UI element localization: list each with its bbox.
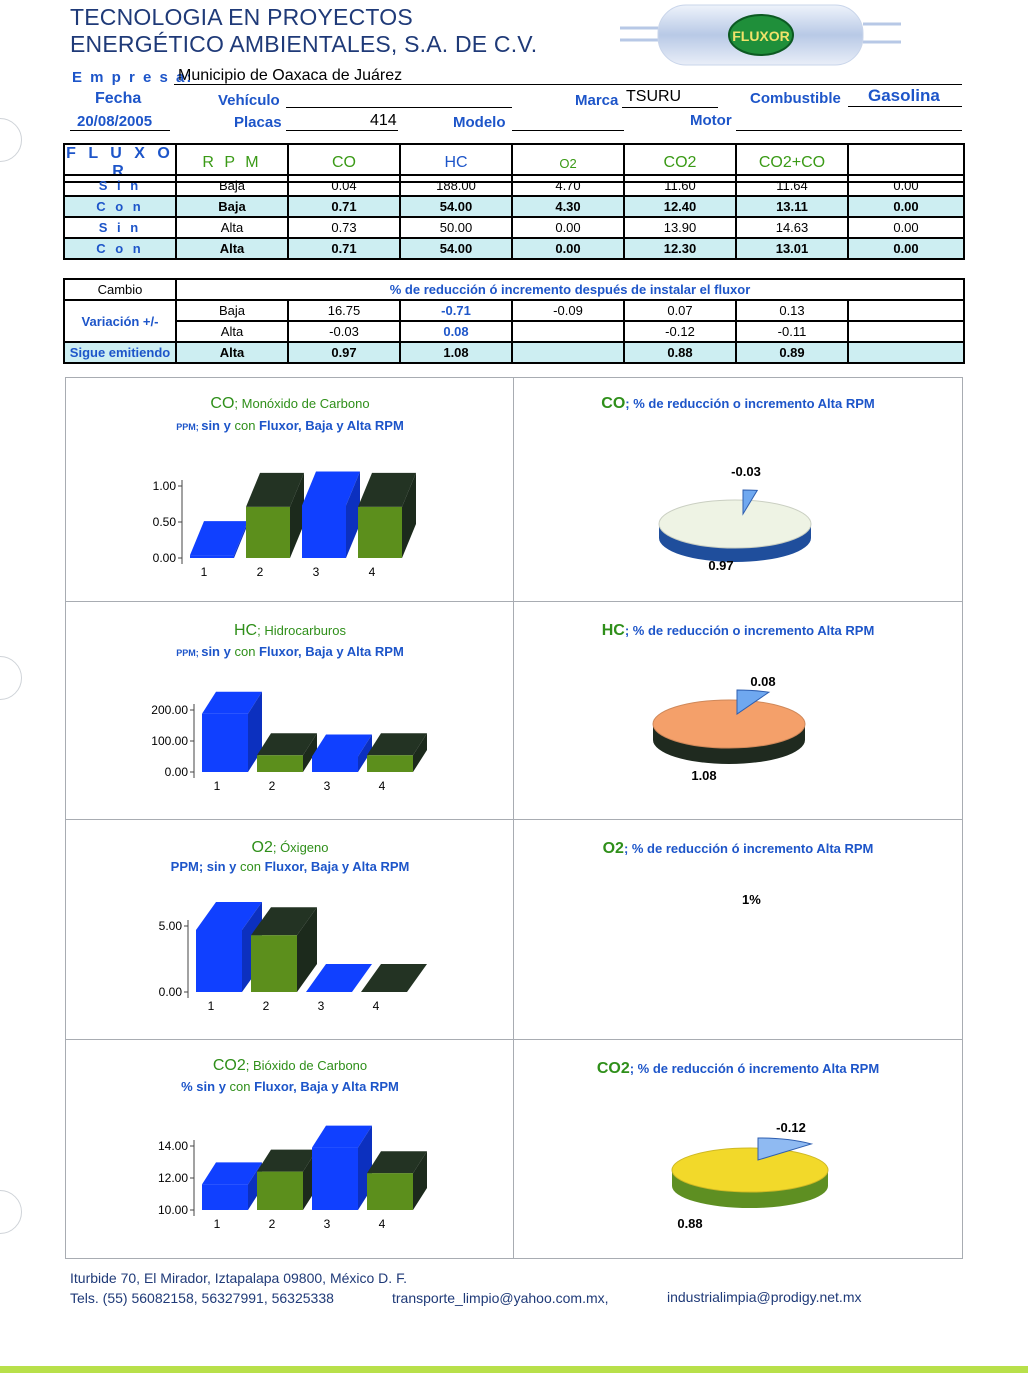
chart-title-rest: ; Monóxido de Carbono [234,396,370,411]
bar-front [202,1184,248,1210]
chart-subtitle-sin: sin y [206,859,241,874]
x-tick-label: 4 [372,999,380,1013]
binder-hole [0,1190,22,1234]
cell: 0.07 [624,300,736,321]
placas-value: 414 [370,112,397,129]
marca-underline [622,107,718,108]
pie-label: 0.97 [708,558,734,573]
bar-4 [367,1151,427,1210]
y-tick-label: 5.00 [158,919,182,933]
cell: -0.03 [288,321,400,342]
bar-3 [312,1126,372,1210]
footer-email-2: industrialimpia@prodigy.net.mx [667,1289,862,1305]
combustible-label: Combustible [750,90,841,107]
x-tick-label: 1 [213,1217,221,1231]
row-label: S i n [64,175,176,196]
bar-front [312,757,358,773]
x-tick-label: 4 [378,779,386,793]
bar-front [367,1173,413,1210]
variacion-label: Variación +/- [64,300,176,342]
table-row [64,196,964,217]
chart-title-rest: ; Hidrocarburos [257,623,346,638]
bar-front [312,1148,358,1210]
chart-subtitle-con: con [240,859,261,874]
bar-top [306,964,372,992]
row-label: C o n [64,238,176,259]
header-co: CO [288,144,400,182]
cell: 0.00 [848,196,964,217]
x-tick-label: 1 [213,779,221,793]
bar-front [257,1172,303,1210]
chart-subtitle-unit: % [181,1079,197,1094]
chart-subtitle-unit: PPM; [176,422,202,432]
bar-front [246,507,290,558]
logo-text: FLUXOR [732,28,790,44]
chart-title-gas: O2 [602,840,624,857]
cell: -0.12 [624,321,736,342]
empresa-value: Municipio de Oaxaca de Juárez [178,67,403,84]
chart-title-gas: CO2 [212,1057,246,1074]
empresa-underline [174,84,962,85]
modelo-underline [512,130,624,131]
table-row [64,300,964,321]
header-co2: CO2 [624,144,736,182]
cell [848,342,964,363]
marca-label: Marca [575,92,619,109]
cell: -0.11 [736,321,848,342]
x-tick-label: 3 [312,565,320,579]
fluxor-logo [618,2,903,70]
chart-subtitle-rest: Fluxor, Baja y Alta RPM [255,644,404,659]
pie-label: 0.88 [677,1216,703,1231]
x-tick-label: 4 [378,1217,386,1231]
pie-label: 0.08 [750,674,776,689]
hc-bar-panel [65,601,515,821]
bar-front [302,505,346,558]
cell: 0.71 [288,238,400,259]
x-tick-label: 2 [262,999,270,1013]
y-tick-label: 0.00 [158,985,182,999]
cell: 50.00 [400,217,512,238]
cell: Alta [176,217,288,238]
chart-title-gas: HC [601,622,625,639]
cell: 54.00 [400,196,512,217]
pie-slice-main [659,500,811,548]
footer-email-1: transporte_limpio@yahoo.com.mx, [392,1290,609,1306]
co2-pie-panel [513,1039,963,1259]
combustible-value: Gasolina [868,86,940,105]
co-bar-panel [65,377,515,603]
sigue-label: Sigue emitiendo [64,342,176,363]
row-label: S i n [64,217,176,238]
cell: Baja [176,175,288,196]
x-tick-label: 1 [200,565,208,579]
cambio-label: Cambio [64,279,176,300]
placas-underline [286,130,398,131]
y-tick-label: 10.00 [157,1203,188,1217]
pie-label: 1.08 [691,768,717,783]
cell: 0.00 [512,238,624,259]
company-name-line2: ENERGÉTICO AMBIENTALES, S.A. DE C.V. [70,31,538,57]
fecha-label: Fecha [95,90,142,107]
chart-title-rest: ; % de reducción ó incremento Alta RPM [623,841,874,856]
cell: Alta [176,321,288,342]
y-tick-label: 0.00 [152,551,176,565]
x-tick-label: 4 [368,565,376,579]
table-row [64,321,964,342]
chart-title-gas: O2 [251,839,273,856]
x-tick-label: 3 [323,779,331,793]
cell: -0.71 [400,300,512,321]
o2-pie-panel [513,819,963,1041]
table-row [64,238,964,259]
cell: 11.60 [624,175,736,196]
bar-front [196,930,242,992]
y-tick-label: 0.00 [164,765,188,779]
cell: Baja [176,196,288,217]
fecha-underline [70,130,170,131]
bar-3 [312,735,372,773]
bar-3 [302,471,360,558]
chart-subtitle-sin: sin y [196,1079,230,1094]
bar-3 [306,964,372,992]
bar-2 [246,473,304,558]
cell: Baja [176,300,288,321]
chart-title-rest: ; % de reducción ó incremento Alta RPM [629,1061,880,1076]
bar-2 [257,733,317,772]
chart-subtitle-unit: PPM; [176,648,202,658]
bar-top [361,964,427,992]
x-tick-label: 3 [317,999,325,1013]
chart-subtitle-con: con [234,644,256,659]
header-o2: O2 [512,144,624,182]
cell [512,342,624,363]
cell: 0.00 [848,217,964,238]
cell: -0.09 [512,300,624,321]
cell: 14.63 [736,217,848,238]
cell: 0.89 [736,342,848,363]
y-tick-label: 1.00 [152,479,176,493]
bar-1 [190,521,248,558]
bar-top [190,521,248,555]
cell: 0.08 [400,321,512,342]
cell: 0.04 [288,175,400,196]
chart-title-rest: ; % de reducción o incremento Alta RPM [624,623,875,638]
bar-4 [367,733,427,772]
cell [848,300,964,321]
bar-front [358,507,402,558]
cell: 188.00 [400,175,512,196]
cell [848,321,964,342]
cell: 54.00 [400,238,512,259]
bar-2 [257,1150,317,1210]
cell: 13.11 [736,196,848,217]
cell: 4.30 [512,196,624,217]
chart-title-gas: HC [234,622,258,639]
cell [512,321,624,342]
chart-subtitle-con: con [234,418,256,433]
hc-pie-panel [513,601,963,821]
cell: 0.97 [288,342,400,363]
chart-subtitle-unit: PPM; [170,859,207,874]
chart-subtitle-sin: sin y [201,644,235,659]
company-name-line1: TECNOLOGIA EN PROYECTOS [70,4,413,30]
binder-hole [0,118,22,162]
fecha-value: 20/08/2005 [77,113,153,130]
chart-title-rest: ; % de reducción o incremento Alta RPM [625,396,875,411]
table-row [64,342,964,363]
placas-label: Placas [234,114,282,131]
cell: 0.00 [848,175,964,196]
chart-title-gas: CO [601,395,626,412]
cell: 0.00 [848,238,964,259]
binder-hole [0,656,22,700]
pie-label: -0.03 [731,464,761,479]
header-rpm: R P M [176,144,288,182]
x-tick-label: 2 [268,779,276,793]
cell: 11.64 [736,175,848,196]
cell: 0.73 [288,217,400,238]
cambio-text: % de reducción ó incremento después de instalar el fluxor [176,279,964,300]
x-tick-label: 1 [207,999,215,1013]
combustible-underline [848,106,962,107]
chart-subtitle-con: con [229,1079,251,1094]
y-tick-label: 14.00 [157,1139,188,1153]
data-table-body [63,174,965,260]
y-tick-label: 200.00 [151,703,188,717]
cell: 12.30 [624,238,736,259]
x-tick-label: 2 [268,1217,276,1231]
cell: 13.90 [624,217,736,238]
header-co2co: CO2+CO [736,144,848,182]
bar-4 [361,964,427,992]
table-row [64,217,964,238]
empresa-label: E m p r e s a: [72,69,194,86]
chart-subtitle-rest: Fluxor, Baja y Alta RPM [250,1079,399,1094]
header-hc: HC [400,144,512,182]
table-row [64,279,964,300]
chart-title-gas: CO [210,395,235,412]
motor-label: Motor [690,112,732,129]
bar-front [202,714,248,772]
bar-front [367,755,413,772]
co2-bar-panel [65,1039,515,1259]
cell: 13.01 [736,238,848,259]
modelo-label: Modelo [453,114,506,131]
co-pie-panel [513,377,963,603]
vehiculo-underline [286,107,512,108]
chart-title-rest: ; Óxigeno [272,840,329,855]
chart-title-rest: ; Bióxido de Carbono [245,1058,368,1073]
cell: 0.71 [288,196,400,217]
pie-label: -0.12 [776,1120,806,1135]
footer-phones: Tels. (55) 56082158, 56327991, 56325338 [70,1290,334,1306]
header-fluxor: F L U X O R [64,144,176,182]
cell: Alta [176,342,288,363]
cell: Alta [176,238,288,259]
bottom-strip [0,1366,1028,1373]
pie-slice-main [672,1148,828,1192]
x-tick-label: 2 [256,565,264,579]
cell: 0.13 [736,300,848,321]
row-label: C o n [64,196,176,217]
motor-underline [736,130,962,131]
chart-title-gas: CO2 [596,1060,630,1077]
chart-subtitle-rest: Fluxor, Baja y Alta RPM [261,859,410,874]
chart-subtitle-sin: sin y [201,418,235,433]
cell: 12.40 [624,196,736,217]
o2-pie-label: 1% [742,892,761,907]
cell: 0.88 [624,342,736,363]
o2-bar-panel [65,819,515,1041]
variation-table [63,278,965,364]
x-tick-label: 3 [323,1217,331,1231]
cell: 16.75 [288,300,400,321]
bar-front [190,555,234,558]
table-row [64,175,964,196]
bar-1 [202,1162,262,1210]
cell: 4.70 [512,175,624,196]
bar-1 [202,692,262,772]
pie-slice-main [653,700,805,748]
chart-subtitle-rest: Fluxor, Baja y Alta RPM [255,418,404,433]
y-tick-label: 100.00 [151,734,188,748]
bar-front [251,935,297,992]
y-tick-label: 12.00 [157,1171,188,1185]
cell: 1.08 [400,342,512,363]
cell: 0.00 [512,217,624,238]
marca-value: TSURU [626,88,682,105]
footer-address: Iturbide 70, El Mirador, Iztapalapa 09800, México D. F. [70,1270,407,1286]
bar-4 [358,473,416,558]
bar-front [257,755,303,772]
y-tick-label: 0.50 [152,515,176,529]
vehiculo-label: Vehículo [218,92,280,109]
